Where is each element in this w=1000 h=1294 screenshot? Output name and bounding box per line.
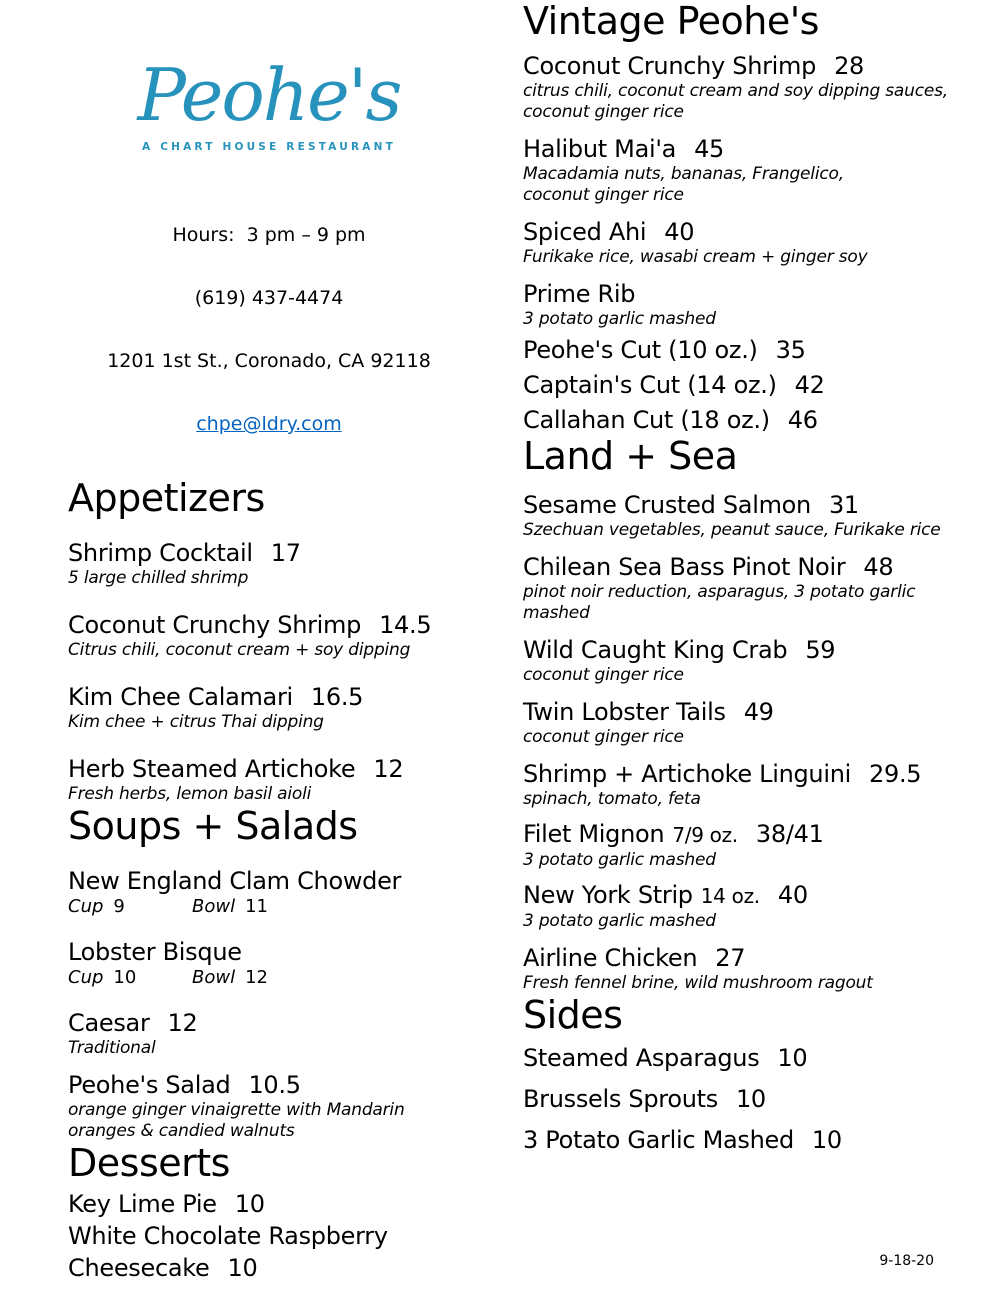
item-name: Callahan Cut (18 oz.) [523,406,770,434]
item-desc: Macadamia nuts, bananas, Frangelico, [523,164,844,184]
item-desc: Szechuan vegetables, peanut sauce, Furikake rice [523,520,941,540]
item-desc: coconut ginger rice [523,665,684,685]
item-price: 10.5 [248,1071,301,1099]
item-steamed-asparagus [523,1044,975,1073]
item-price: 10 [234,1190,265,1218]
item-price: 42 [794,371,825,399]
item-price: 10 [735,1085,766,1113]
item-wild-caught-king-crab [523,636,975,686]
item-price: 40 [664,218,695,246]
cup-price: 9 [113,896,125,917]
restaurant-logo [68,50,470,153]
item-desc: Kim chee + citrus Thai dipping [68,712,324,732]
cup-bowl-prices [68,896,470,918]
item-name: Sesame Crusted Salmon [523,491,811,519]
item-desc: pinot noir reduction, asparagus, 3 potato garlic mashed [523,582,916,623]
item-name: Captain's Cut (14 oz.) [523,371,777,399]
menu-revision-date: 9-18-20 [879,1253,934,1269]
item-size: 14 oz. [700,884,760,908]
item-sesame-crusted-salmon [523,491,975,541]
item-name: Chilean Sea Bass Pinot Noir [523,553,846,581]
item-3-potato-garlic-mashed [523,1126,975,1155]
item-price: 49 [743,698,774,726]
item-price: 12 [373,755,404,783]
item-twin-lobster-tails [523,698,975,748]
item-name: Brussels Sprouts [523,1085,718,1113]
item-halibut-maia [523,135,975,206]
item-desc-line2: coconut ginger rice [523,102,684,122]
section-title-appetizers: Appetizers [68,476,265,520]
item-lobster-bisque [68,938,470,989]
item-price: 35 [775,336,806,364]
contact-block [68,183,470,477]
item-coconut-crunchy-shrimp-vintage [523,52,975,123]
item-name: 3 Potato Garlic Mashed [523,1126,794,1154]
item-spiced-ahi [523,218,975,268]
desserts-list [68,1188,470,1284]
item-captains-cut [523,371,975,400]
item-price: 17 [270,539,301,567]
item-desc: Furikake rice, wasabi cream + ginger soy [523,247,868,267]
item-price: 16.5 [310,683,364,711]
item-price: 29.5 [869,760,922,788]
item-white-chocolate-raspberry-cheesecake [68,1220,470,1284]
item-desc: coconut ginger rice [523,727,684,747]
item-price: 48 [863,553,894,581]
item-name: Wild Caught King Crab [523,636,788,664]
item-chilean-sea-bass-pinot-noir [523,553,975,624]
item-shrimp-cocktail [68,539,470,589]
item-name: Steamed Asparagus [523,1044,760,1072]
item-name: Herb Steamed Artichoke [68,755,356,783]
item-key-lime-pie [68,1188,470,1220]
bowl-price: 11 [245,896,268,917]
item-peohes-salad [68,1071,470,1142]
item-name: Halibut Mai'a [523,135,677,163]
item-price: 59 [805,636,836,664]
item-new-england-clam-chowder [68,867,470,918]
section-title-land-sea: Land + Sea [523,434,738,478]
section-title-desserts: Desserts [68,1141,230,1185]
item-desc: spinach, tomato, feta [523,789,701,809]
item-price: 10 [227,1254,258,1282]
item-caesar [68,1009,470,1059]
cup-price: 10 [113,967,137,988]
item-desc: 3 potato garlic mashed [523,309,716,329]
item-name: Filet Mignon [523,820,665,848]
item-desc: 5 large chilled shrimp [68,568,249,588]
item-name: Spiced Ahi [523,218,647,246]
item-desc: Fresh fennel brine, wild mushroom ragout [523,973,873,993]
item-price: 28 [834,52,865,80]
item-name: New York Strip [523,881,693,909]
item-size: 7/9 oz. [672,823,738,847]
item-name: Peohe's Salad [68,1071,231,1099]
item-name: Caesar [68,1009,150,1037]
phone-number: (619) 437-4474 [194,287,344,309]
item-desc: 3 potato garlic mashed [523,850,716,870]
item-name: Peohe's Cut (10 oz.) [523,336,758,364]
item-price: 31 [828,491,859,519]
item-coconut-crunchy-shrimp-app [68,611,470,661]
street-address: 1201 1st St., Coronado, CA 92118 [107,350,431,372]
item-name: Lobster Bisque [68,938,242,966]
item-prime-rib [523,280,975,330]
item-callahan-cut [523,406,975,435]
item-airline-chicken [523,944,975,994]
item-price: 10 [811,1126,842,1154]
item-desc-line2: coconut ginger rice [523,185,684,205]
item-name: Prime Rib [523,280,636,308]
item-price: 40 [777,881,808,909]
bowl-label: Bowl [192,967,236,988]
item-price: 27 [715,944,746,972]
item-peohes-cut [523,336,975,365]
item-price: 46 [787,406,818,434]
item-price: 45 [694,135,725,163]
hours-text: Hours: 3 pm – 9 pm [172,224,366,246]
bowl-label: Bowl [192,896,236,917]
logo-tagline: A CHART HOUSE RESTAURANT [142,141,396,153]
cup-label: Cup [68,967,104,988]
email-link[interactable]: chpe@ldry.com [196,413,342,435]
item-name: Kim Chee Calamari [68,683,293,711]
item-kim-chee-calamari [68,683,470,733]
item-herb-steamed-artichoke [68,755,470,805]
item-name: New England Clam Chowder [68,867,402,895]
logo-wordmark: Peohe's [137,53,401,137]
item-desc: 3 potato garlic mashed [523,911,716,931]
item-name: Coconut Crunchy Shrimp [523,52,817,80]
item-new-york-strip [523,881,975,932]
item-price: 14.5 [379,611,432,639]
item-price: 12 [167,1009,198,1037]
item-name: Twin Lobster Tails [523,698,726,726]
item-desc: orange ginger vinaigrette with Mandarin oranges & candied walnuts [68,1100,405,1141]
item-desc: Fresh herbs, lemon basil aioli [68,784,312,804]
right-column [523,0,975,1155]
section-title-vintage-peohes: Vintage Peohe's [523,0,819,43]
item-price: 38/41 [755,820,824,848]
item-name: Key Lime Pie [68,1190,217,1218]
item-price: 10 [777,1044,808,1072]
item-desc: citrus chili, coconut cream and soy dipping sauces, [523,81,948,101]
section-title-sides: Sides [523,993,623,1037]
item-desc: Traditional [68,1038,156,1058]
section-title-soups-salads: Soups + Salads [68,804,358,848]
item-name: Airline Chicken [523,944,698,972]
bowl-price: 12 [245,967,268,988]
item-shrimp-artichoke-linguini [523,760,975,810]
item-name: White Chocolate Raspberry Cheesecake [68,1222,388,1282]
item-name: Shrimp + Artichoke Linguini [523,760,851,788]
item-filet-mignon [523,820,975,871]
cup-label: Cup [68,896,104,917]
item-name: Shrimp Cocktail [68,539,253,567]
left-column [68,0,470,1284]
cup-bowl-prices [68,967,470,989]
item-name: Coconut Crunchy Shrimp [68,611,362,639]
item-brussels-sprouts [523,1085,975,1114]
item-desc: Citrus chili, coconut cream + soy dipping [68,640,411,660]
